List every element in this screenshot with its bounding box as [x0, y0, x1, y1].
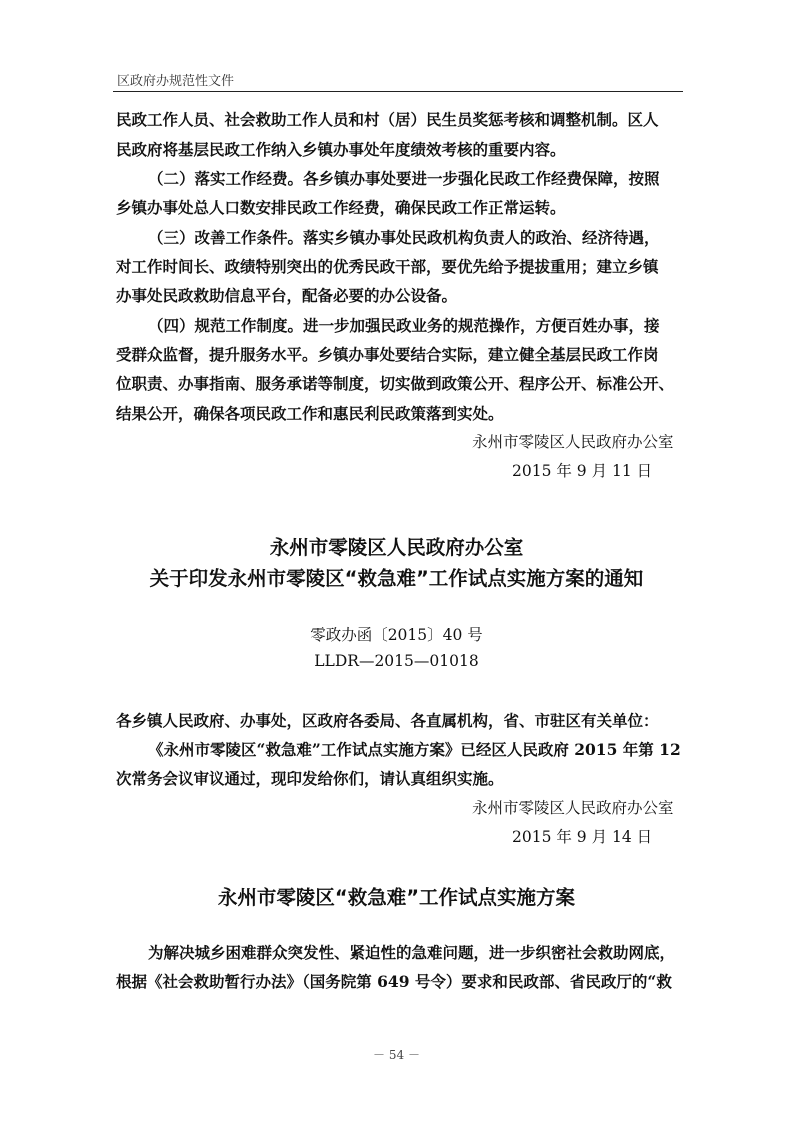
body-line: 位职责、办事指南、服务承诺等制度，切实做到政策公开、程序公开、标准公开、 [116, 374, 675, 393]
body-line: 《永州市零陵区“救急难”工作试点实施方案》已经区人民政府 2015 年第 12 [148, 740, 681, 759]
date: 2015 年 9 月 11 日 [512, 462, 653, 480]
plan-title: 永州市零陵区“救急难”工作试点实施方案 [217, 886, 576, 909]
body-line: 办事处民政救助信息平台，配备必要的办公设备。 [116, 286, 458, 305]
body-line: 对工作时间长、政绩特别突出的优秀民政干部，要优先给予提拔重用；建立乡镇 [116, 257, 659, 276]
doc-number: 零政办函〔2015〕40 号 [310, 626, 483, 644]
notice-title-line1: 永州市零陵区人民政府办公室 [269, 536, 524, 559]
signature: 永州市零陵区人民政府办公室 [472, 433, 674, 451]
notice-title-line2: 关于印发永州市零陵区“救急难”工作试点实施方案的通知 [149, 567, 644, 590]
running-header: 区政府办规范性文件 [117, 74, 235, 89]
body-line: 乡镇办事处总人口数安排民政工作经费，确保民政工作正常运转。 [116, 198, 566, 217]
body-line: 次常务会议审议通过，现印发给你们，请认真组织实施。 [116, 769, 504, 788]
addressee-line: 各乡镇人民政府、办事处，区政府各委局、各直属机构，省、市驻区有关单位： [116, 711, 659, 730]
body-line: 根据《社会救助暂行办法》（国务院第 649 号令）要求和民政部、省民政厅的“救 [116, 972, 672, 991]
body-line: 民政工作人员、社会救助工作人员和村（居）民生员奖惩考核和调整机制。区人 [116, 110, 659, 129]
body-line: 为解决城乡困难群众突发性、紧迫性的急难问题，进一步织密社会救助网底， [148, 943, 676, 962]
header-rule [113, 91, 683, 92]
body-line: 民政府将基层民政工作纳入乡镇办事处年度绩效考核的重要内容。 [116, 140, 566, 159]
date: 2015 年 9 月 14 日 [512, 828, 653, 846]
reg-number: LLDR—2015—01018 [314, 652, 479, 670]
body-line: （三）改善工作条件。落实乡镇办事处民政机构负责人的政治、经济待遇， [148, 228, 660, 247]
body-line: （四）规范工作制度。进一步加强民政业务的规范操作，方便百姓办事，接 [148, 316, 660, 335]
page-number: － 54 － [373, 1048, 420, 1062]
body-line: 受群众监督，提升服务水平。乡镇办事处要结合实际，建立健全基层民政工作岗 [116, 345, 659, 364]
signature: 永州市零陵区人民政府办公室 [472, 799, 674, 817]
body-line: 结果公开，确保各项民政工作和惠民利民政策落到实处。 [116, 404, 504, 423]
body-line: （二）落实工作经费。各乡镇办事处要进一步强化民政工作经费保障，按照 [148, 169, 660, 188]
